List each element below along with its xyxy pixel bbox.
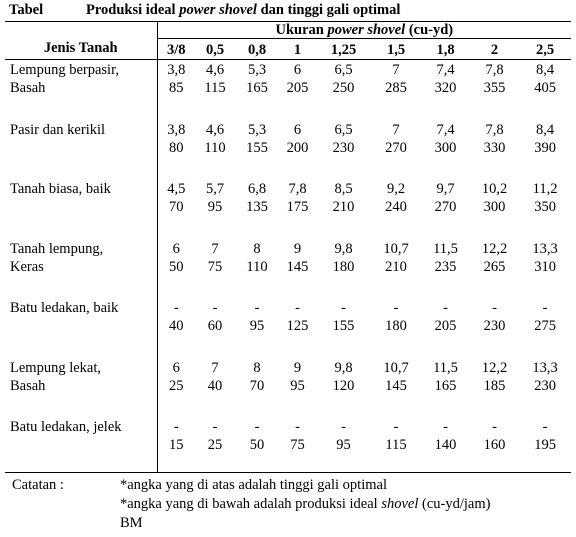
optimal-height-value: - xyxy=(173,419,179,435)
value-cell xyxy=(235,239,279,299)
optimal-height-value: 9,8 xyxy=(334,240,353,257)
optimal-height-value: 6,5 xyxy=(334,62,353,78)
ideal-production-value: 390 xyxy=(534,139,556,156)
header-size-cell: 1,25 xyxy=(316,39,371,60)
optimal-height-value: 7,8 xyxy=(485,121,504,138)
ideal-production-value: 75 xyxy=(290,437,305,453)
optimal-height-value: - xyxy=(341,300,346,316)
production-table xyxy=(5,21,571,473)
ideal-production-value: 115 xyxy=(385,437,407,453)
table-row xyxy=(5,358,571,418)
value-cell xyxy=(421,239,470,299)
ideal-production-value: 95 xyxy=(207,199,223,215)
ideal-production-value: 95 xyxy=(249,318,265,334)
ideal-production-value: 15 xyxy=(169,437,184,453)
value-cell xyxy=(371,239,421,299)
table-row xyxy=(5,239,571,299)
value-cell xyxy=(316,358,371,418)
soil-type-line: Lempung lekat, xyxy=(10,359,102,376)
optimal-height-value: 9 xyxy=(293,359,302,376)
soil-type-line: Batu ledakan, baik xyxy=(10,300,119,316)
ideal-production-value: 285 xyxy=(385,80,407,96)
value-cell xyxy=(157,417,195,473)
ideal-production-value: 195 xyxy=(534,437,556,453)
ideal-production-value: 125 xyxy=(286,318,309,334)
soil-type-line: Batu ledakan, jelek xyxy=(10,419,122,435)
optimal-height-value: 9,8 xyxy=(334,359,353,376)
optimal-height-value: 7 xyxy=(392,121,400,138)
soil-type-cell xyxy=(5,298,157,358)
soil-type-line: Basah xyxy=(10,80,46,96)
optimal-height-value: 6 xyxy=(172,240,180,257)
ideal-production-value: 205 xyxy=(286,80,309,96)
ideal-production-value: 115 xyxy=(204,80,226,96)
value-cell xyxy=(421,417,470,473)
ideal-production-value: 180 xyxy=(332,258,355,275)
optimal-height-value: - xyxy=(212,300,218,316)
ideal-production-value: 120 xyxy=(332,377,355,394)
value-cell xyxy=(235,358,279,418)
optimal-height-value: 9,2 xyxy=(386,181,406,197)
soil-type-cell xyxy=(5,417,157,473)
value-cell xyxy=(371,417,421,473)
value-cell xyxy=(235,120,279,180)
table-row xyxy=(5,60,571,120)
ideal-production-value: 355 xyxy=(483,80,506,96)
soil-type-line: Keras xyxy=(10,258,44,275)
ideal-production-value: 175 xyxy=(286,199,309,215)
value-cell xyxy=(470,179,519,239)
ideal-production-value: 200 xyxy=(286,139,309,156)
optimal-height-value: 9 xyxy=(293,240,302,257)
value-cell xyxy=(195,358,235,418)
value-cell xyxy=(421,60,470,120)
soil-type-cell xyxy=(5,179,157,239)
optimal-height-value: 13,3 xyxy=(532,240,558,257)
ideal-production-value: 270 xyxy=(385,139,407,156)
ideal-production-value: 165 xyxy=(434,377,457,394)
soil-type-line: Basah xyxy=(10,377,46,394)
value-cell xyxy=(470,60,519,120)
optimal-height-value: 7 xyxy=(211,240,219,257)
value-cell xyxy=(195,120,235,180)
optimal-height-value: 5,3 xyxy=(247,121,267,138)
optimal-height-value: - xyxy=(542,300,548,316)
optimal-height-value: 6 xyxy=(293,121,302,138)
value-cell xyxy=(421,298,470,358)
table-label: Tabel xyxy=(9,2,44,18)
notes xyxy=(12,476,572,533)
title-text-tail: dan tinggi gali optimal xyxy=(256,2,401,18)
ideal-production-value: 405 xyxy=(534,80,556,96)
value-cell xyxy=(316,298,371,358)
header-size-cell: 1,5 xyxy=(371,39,421,60)
ideal-production-value: 240 xyxy=(385,199,407,215)
value-cell xyxy=(470,298,519,358)
optimal-height-value: 11,2 xyxy=(532,181,558,197)
value-cell xyxy=(316,179,371,239)
value-cell xyxy=(157,179,195,239)
optimal-height-value: 7,8 xyxy=(485,62,504,78)
optimal-height-value: 12,2 xyxy=(481,240,508,257)
ideal-production-value: 350 xyxy=(534,199,556,215)
ideal-production-value: 230 xyxy=(483,318,506,334)
optimal-height-value: 4,5 xyxy=(167,181,186,197)
header-size-cell: 0,5 xyxy=(195,39,235,60)
value-cell xyxy=(316,417,371,473)
optimal-height-value: 3,8 xyxy=(167,62,186,78)
notes-line-3: BM xyxy=(120,515,143,531)
optimal-height-value: 8,5 xyxy=(334,181,353,197)
value-cell xyxy=(195,239,235,299)
value-cell xyxy=(279,358,316,418)
table-row xyxy=(5,179,571,239)
value-cell xyxy=(316,239,371,299)
title-italic-part: power shovel xyxy=(179,2,257,18)
value-cell xyxy=(519,239,571,299)
ideal-production-value: 230 xyxy=(332,139,355,156)
ideal-production-value: 300 xyxy=(483,199,506,215)
ideal-production-value: 160 xyxy=(483,437,506,453)
ideal-production-value: 85 xyxy=(169,80,184,96)
ideal-production-value: 250 xyxy=(332,80,355,96)
value-cell xyxy=(235,417,279,473)
optimal-height-value: 12,2 xyxy=(481,359,508,376)
optimal-height-value: 8 xyxy=(253,359,261,376)
value-cell xyxy=(421,358,470,418)
value-cell xyxy=(279,120,316,180)
value-cell xyxy=(316,120,371,180)
value-cell xyxy=(157,120,195,180)
ideal-production-value: 210 xyxy=(332,199,355,215)
ideal-production-value: 185 xyxy=(483,377,506,394)
optimal-height-value: 7 xyxy=(392,62,400,78)
table-title xyxy=(9,1,400,19)
soil-type-cell xyxy=(5,60,157,120)
value-cell xyxy=(279,239,316,299)
optimal-height-value: 9,7 xyxy=(436,181,455,197)
optimal-height-value: - xyxy=(393,419,399,435)
ideal-production-value: 155 xyxy=(246,139,268,156)
notes-label: Catatan : xyxy=(12,477,64,493)
header-size-cell: 2,5 xyxy=(519,39,571,60)
header-ukuran: Ukuran power shovel (cu-yd) xyxy=(157,22,571,39)
value-cell xyxy=(157,298,195,358)
value-cell xyxy=(519,60,571,120)
header-jenis-tanah: Jenis Tanah xyxy=(5,22,157,60)
optimal-height-value: - xyxy=(173,300,179,316)
ideal-production-value: 265 xyxy=(483,258,506,275)
table-row xyxy=(5,298,571,358)
ideal-production-value: 210 xyxy=(385,258,407,275)
optimal-height-value: 8 xyxy=(253,240,261,257)
soil-type-cell xyxy=(5,239,157,299)
optimal-height-value: - xyxy=(295,419,300,435)
optimal-height-value: - xyxy=(492,300,497,316)
ideal-production-value: 80 xyxy=(169,139,184,156)
optimal-height-value: 7 xyxy=(211,359,219,376)
ideal-production-value: 40 xyxy=(169,318,184,334)
ideal-production-value: 145 xyxy=(286,258,309,275)
ideal-production-value: 180 xyxy=(385,318,407,334)
ideal-production-value: 310 xyxy=(534,258,556,275)
value-cell xyxy=(279,179,316,239)
value-cell xyxy=(195,179,235,239)
ideal-production-value: 145 xyxy=(385,377,407,394)
value-cell xyxy=(157,60,195,120)
ideal-production-value: 135 xyxy=(246,199,268,215)
soil-type-line: Tanah biasa, baik xyxy=(10,181,111,197)
soil-type-cell xyxy=(5,358,157,418)
ideal-production-value: 60 xyxy=(207,318,223,334)
value-cell xyxy=(519,417,571,473)
ideal-production-value: 95 xyxy=(336,437,351,453)
value-cell xyxy=(316,60,371,120)
optimal-height-value: - xyxy=(393,300,399,316)
ideal-production-value: 110 xyxy=(204,139,226,156)
ideal-production-value: 40 xyxy=(207,377,223,394)
soil-type-line: Pasir dan kerikil xyxy=(10,121,106,138)
value-cell xyxy=(371,298,421,358)
value-cell xyxy=(195,298,235,358)
optimal-height-value: 7,4 xyxy=(436,121,455,138)
soil-type-line: Lempung berpasir, xyxy=(10,62,119,78)
ideal-production-value: 25 xyxy=(207,437,223,453)
optimal-height-value: 5,3 xyxy=(247,62,267,78)
value-cell xyxy=(157,358,195,418)
optimal-height-value: 6,5 xyxy=(334,121,353,138)
optimal-height-value: 10,7 xyxy=(383,359,409,376)
ideal-production-value: 230 xyxy=(534,377,556,394)
value-cell xyxy=(279,298,316,358)
title-text-part: Produksi ideal xyxy=(86,2,180,18)
optimal-height-value: - xyxy=(542,419,548,435)
value-cell xyxy=(519,358,571,418)
optimal-height-value: - xyxy=(254,300,260,316)
ideal-production-value: 140 xyxy=(434,437,457,453)
ideal-production-value: 95 xyxy=(290,377,305,394)
value-cell xyxy=(371,120,421,180)
value-cell xyxy=(371,60,421,120)
ideal-production-value: 25 xyxy=(169,377,184,394)
value-cell xyxy=(279,60,316,120)
optimal-height-value: 4,6 xyxy=(205,121,225,138)
optimal-height-value: 6,8 xyxy=(247,181,267,197)
value-cell xyxy=(421,179,470,239)
notes-line-1: *angka yang di atas adalah tinggi gali optimal xyxy=(120,477,387,493)
ideal-production-value: 75 xyxy=(207,258,223,275)
optimal-height-value: 6 xyxy=(293,62,302,78)
optimal-height-value: 3,8 xyxy=(167,121,186,138)
optimal-height-value: 10,7 xyxy=(383,240,409,257)
value-cell xyxy=(279,417,316,473)
value-cell xyxy=(371,358,421,418)
ideal-production-value: 110 xyxy=(246,258,268,275)
value-cell xyxy=(195,417,235,473)
optimal-height-value: 13,3 xyxy=(532,359,558,376)
table-row xyxy=(5,417,571,473)
value-cell xyxy=(195,60,235,120)
value-cell xyxy=(421,120,470,180)
value-cell xyxy=(470,358,519,418)
optimal-height-value: - xyxy=(492,419,497,435)
ideal-production-value: 50 xyxy=(169,258,184,275)
value-cell xyxy=(235,60,279,120)
optimal-height-value: - xyxy=(443,300,448,316)
optimal-height-value: 5,7 xyxy=(205,181,225,197)
header-size-cell: 2 xyxy=(470,39,519,60)
optimal-height-value: - xyxy=(341,419,346,435)
value-cell xyxy=(235,298,279,358)
ideal-production-value: 70 xyxy=(249,377,265,394)
value-cell xyxy=(235,179,279,239)
ideal-production-value: 270 xyxy=(434,199,457,215)
optimal-height-value: 8,4 xyxy=(536,62,555,78)
value-cell xyxy=(470,417,519,473)
value-cell xyxy=(519,120,571,180)
header-size-cell: 0,8 xyxy=(235,39,279,60)
ideal-production-value: 330 xyxy=(483,139,506,156)
value-cell xyxy=(519,179,571,239)
optimal-height-value: 10,2 xyxy=(481,181,508,197)
optimal-height-value: 8,4 xyxy=(536,121,555,138)
optimal-height-value: 7,4 xyxy=(436,62,455,78)
ideal-production-value: 50 xyxy=(249,437,265,453)
ideal-production-value: 70 xyxy=(169,199,184,215)
table-row xyxy=(5,120,571,180)
optimal-height-value: 7,8 xyxy=(288,181,307,197)
optimal-height-value: - xyxy=(295,300,300,316)
value-cell xyxy=(157,239,195,299)
ideal-production-value: 275 xyxy=(534,318,556,334)
notes-line-2: *angka yang di bawah adalah produksi ideal shovel (cu-yd/jam) xyxy=(120,496,491,512)
value-cell xyxy=(470,239,519,299)
ideal-production-value: 235 xyxy=(434,258,457,275)
soil-type-line: Tanah lempung, xyxy=(10,240,104,257)
optimal-height-value: - xyxy=(254,419,260,435)
ideal-production-value: 205 xyxy=(434,318,457,334)
optimal-height-value: - xyxy=(212,419,218,435)
header-size-cell: 1,8 xyxy=(421,39,470,60)
optimal-height-value: 4,6 xyxy=(205,62,225,78)
header-size-cell: 1 xyxy=(279,39,316,60)
ideal-production-value: 155 xyxy=(332,318,355,334)
optimal-height-value: 11,5 xyxy=(433,240,458,257)
value-cell xyxy=(371,179,421,239)
ideal-production-value: 165 xyxy=(246,80,268,96)
optimal-height-value: 11,5 xyxy=(433,359,458,376)
value-cell xyxy=(519,298,571,358)
ideal-production-value: 300 xyxy=(434,139,457,156)
optimal-height-value: 6 xyxy=(172,359,180,376)
value-cell xyxy=(470,120,519,180)
ideal-production-value: 320 xyxy=(434,80,457,96)
optimal-height-value: - xyxy=(443,419,448,435)
header-size-cell: 3/8 xyxy=(157,39,195,60)
soil-type-cell xyxy=(5,120,157,180)
